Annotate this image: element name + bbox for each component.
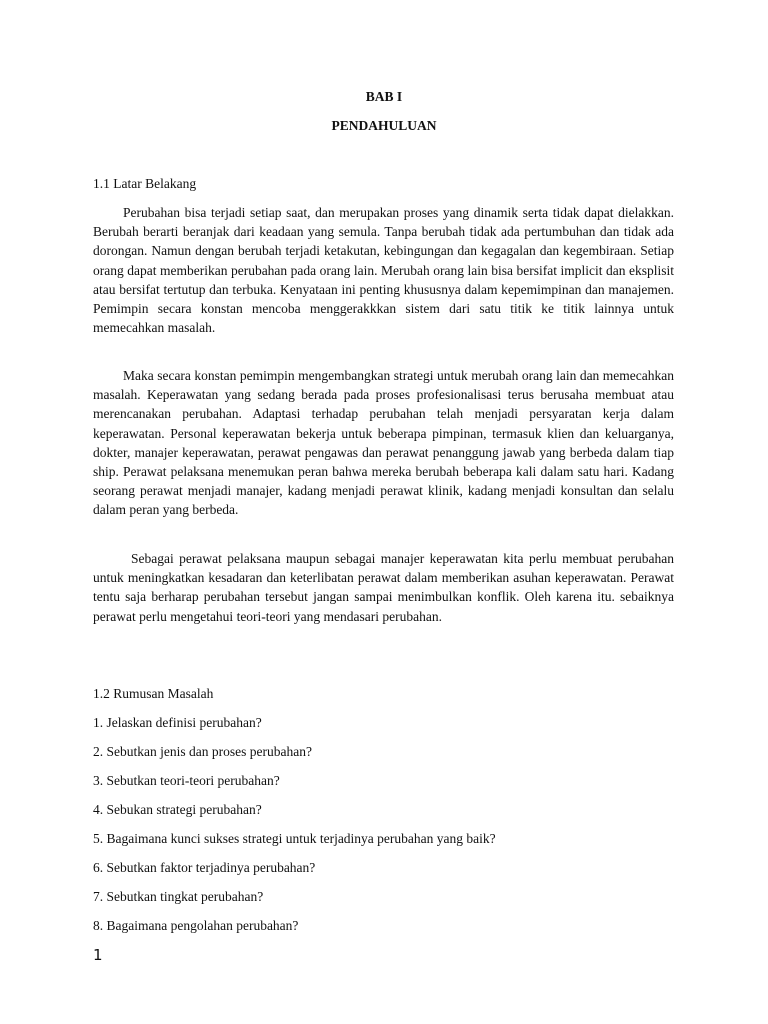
list-item: 3. Sebutkan teori-teori perubahan? [93, 773, 280, 788]
list-item: 7. Sebutkan tingkat perubahan? [93, 889, 264, 904]
section-heading-rumusan-masalah: 1.2 Rumusan Masalah [93, 686, 214, 701]
list-item: 6. Sebutkan faktor terjadinya perubahan? [93, 860, 316, 875]
list-item: 1. Jelaskan definisi perubahan? [93, 715, 262, 730]
list-item: 8. Bagaimana pengolahan perubahan? [93, 918, 299, 933]
list-item: 5. Bagaimana kunci sukses strategi untuk terjadinya perubahan yang baik? [93, 831, 496, 846]
paragraph-3: Sebagai perawat pelaksana maupun sebagai manajer keperawatan kita perlu membuat perubahan untuk meningkatkan kesadaran dan keterlibatan perawat dalam memberikan asuhan keperawatan. Perawat tentu saja berharap perubahan tersebut jangan sampai menimbulkan konflik. Oleh karena itu. sebaiknya perawat perlu mengetahui teori-teori yang mendasari perubahan. [93, 551, 674, 624]
list-item: 4. Sebukan strategi perubahan? [93, 802, 262, 817]
paragraph-1: Perubahan bisa terjadi setiap saat, dan merupakan proses yang dinamik serta tidak dapat dielakkan. Berubah berarti beranjak dari keadaan yang semula. Tanpa berubah tidak ada pertumbuhan dan tidak ada dorongan. Namun dengan berubah terjadi ketakutan, kebingungan dan kegagalan dan kegembiraan. Setiap orang dapat memberikan perubahan pada orang lain. Merubah orang lain bisa bersifat implicit dan eksplisit atau bersifat tertutup dan terbuka. Kenyataan ini penting khususnya dalam kepemimpinan dan manajemen. Pemimpin secara konstan mencoba menggerakkkan sistem dari satu titik ke titik lainnya untuk memecahkan masalah. [93, 205, 674, 336]
paragraph-2: Maka secara konstan pemimpin mengembangkan strategi untuk merubah orang lain dan memecahkan masalah. Keperawatan yang sedang berada pada proses profesionalisasi terus berusaha membuat atau merencanakan perubahan. Adaptasi terhadap perubahan telah menjadi persyaratan kerja dalam keperawatan. Personal keperawatan bekerja untuk beberapa pimpinan, termasuk klien dan keluarganya, dokter, manajer keperawatan, perawat pengawas dan perawat penanggung jawab yang berbeda dalam tiap ship. Perawat pelaksana menemukan peran bahwa mereka berubah beberapa kali dalam satu hari. Kadang seorang perawat menjadi manajer, kadang menjadi perawat klinik, kadang menjadi konsultan dan selalu dalam peran yang berbeda. [93, 368, 674, 518]
page-number: 1 [93, 946, 103, 964]
chapter-label: BAB I [365, 89, 403, 104]
list-item: 2. Sebutkan jenis dan proses perubahan? [93, 744, 312, 759]
chapter-title: PENDAHULUAN [331, 118, 437, 133]
section-heading-latar-belakang: 1.1 Latar Belakang [93, 176, 197, 191]
